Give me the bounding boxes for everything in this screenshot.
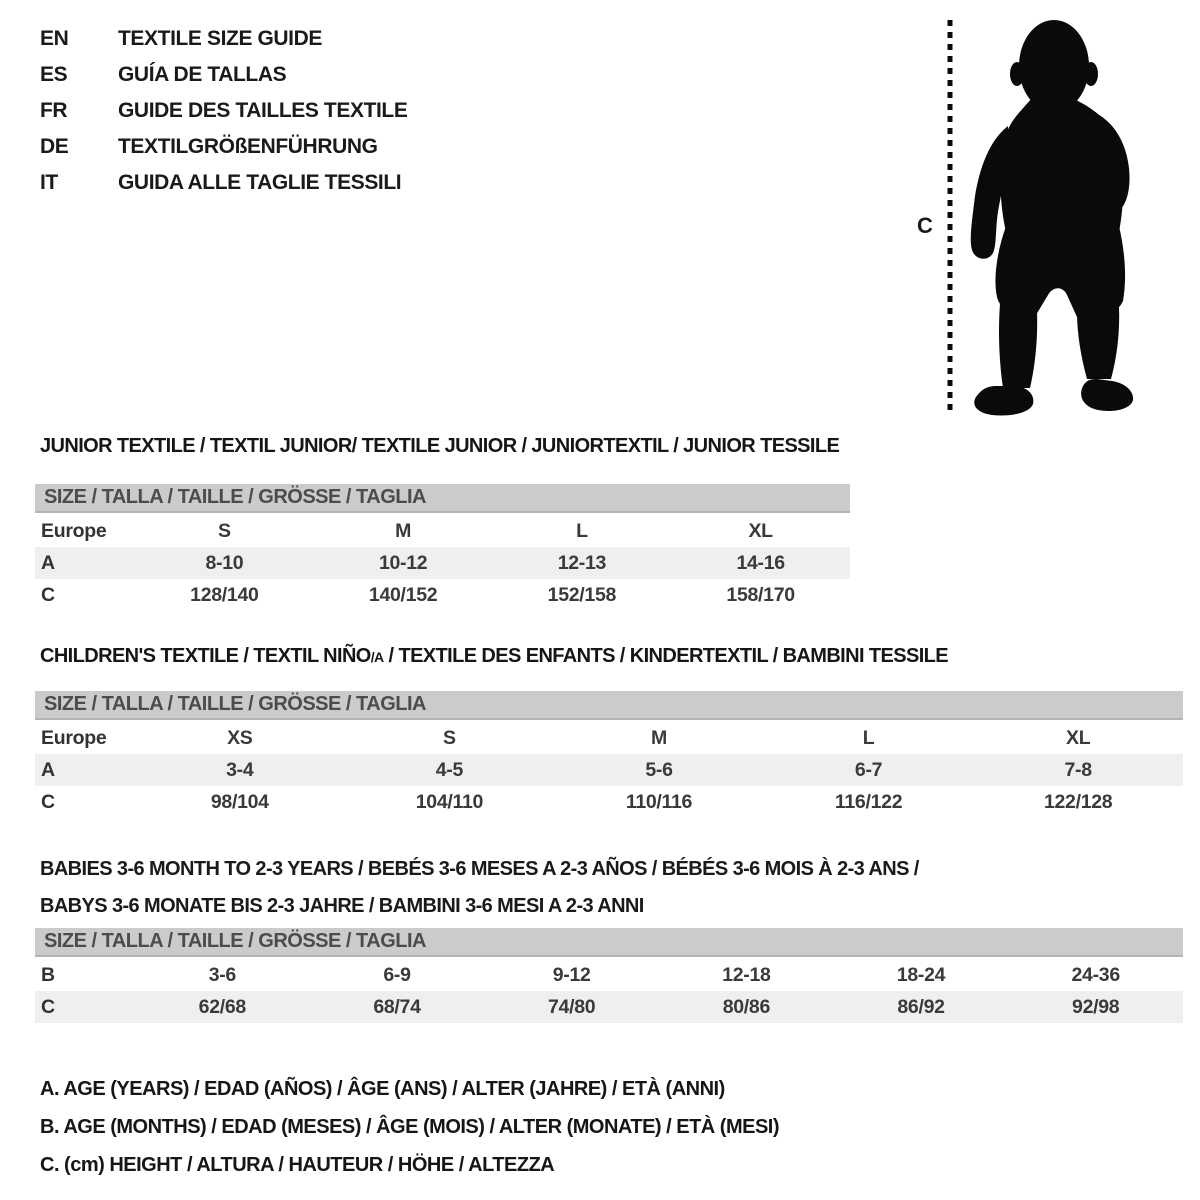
children-col-l: L bbox=[862, 726, 875, 749]
children-col-xl: XL bbox=[1066, 726, 1091, 749]
junior-section bbox=[35, 435, 850, 611]
babies-row-b-label: B bbox=[41, 963, 55, 986]
footnote-a: A. AGE (YEARS) / EDAD (AÑOS) / ÂGE (ANS) / ALTER (JAHRE) / ETÀ (ANNI) bbox=[40, 1078, 725, 1100]
junior-c-m: 140/152 bbox=[368, 583, 438, 606]
babies-b-2: 6-9 bbox=[383, 963, 411, 986]
babies-b-3: 9-12 bbox=[552, 963, 591, 986]
babies-c-3: 74/80 bbox=[548, 995, 596, 1018]
babies-c-1: 62/68 bbox=[198, 995, 246, 1018]
children-row-c bbox=[35, 786, 1183, 818]
babies-b-5: 18-24 bbox=[896, 963, 946, 986]
lang-title-es: GUÍA DE TALLAS bbox=[118, 63, 287, 86]
babies-c-2: 68/74 bbox=[373, 995, 421, 1018]
baby-shorts bbox=[995, 226, 1125, 318]
lang-row-it bbox=[40, 171, 407, 207]
children-section-title bbox=[35, 645, 1183, 668]
babies-c-6: 92/98 bbox=[1072, 995, 1120, 1018]
lang-title-de: TEXTILGRÖßENFÜHRUNG bbox=[118, 135, 378, 158]
junior-a-xl: 14-16 bbox=[736, 551, 785, 574]
lang-row-fr bbox=[40, 99, 407, 135]
baby-toddler-silhouette bbox=[936, 16, 1148, 418]
children-a-xl: 7-8 bbox=[1064, 758, 1092, 781]
baby-ear-right bbox=[1084, 62, 1098, 86]
children-title-part2: / TEXTILE DES ENFANTS / KINDERTEXTIL / BAMBINI TESSILE bbox=[383, 645, 949, 667]
babies-row-c-label: C bbox=[41, 995, 55, 1018]
children-c-s: 104/110 bbox=[415, 790, 484, 813]
children-c-xl: 122/128 bbox=[1043, 790, 1113, 813]
height-measure-label: C bbox=[917, 213, 933, 238]
lang-title-fr: GUIDE DES TAILLES TEXTILE bbox=[118, 99, 408, 122]
baby-foot-left bbox=[974, 386, 1033, 416]
baby-foot-right bbox=[1081, 379, 1133, 411]
lang-row-en bbox=[40, 27, 407, 63]
junior-a-s: 8-10 bbox=[205, 551, 244, 574]
lang-row-es bbox=[40, 63, 407, 99]
babies-c-5: 86/92 bbox=[897, 995, 945, 1018]
lang-code-de: DE bbox=[40, 135, 69, 158]
children-title-part1: CHILDREN'S TEXTILE / TEXTIL NIÑO bbox=[40, 645, 371, 667]
junior-column-header-row bbox=[35, 515, 850, 547]
babies-b-6: 24-36 bbox=[1071, 963, 1120, 986]
lang-code-it: IT bbox=[40, 171, 58, 194]
children-row-a bbox=[35, 754, 1183, 786]
children-row-a-label: A bbox=[41, 758, 55, 781]
lang-title-en: TEXTILE SIZE GUIDE bbox=[118, 27, 322, 50]
junior-col-l: L bbox=[576, 519, 588, 542]
baby-leg-left bbox=[999, 304, 1037, 388]
junior-region-label: Europe bbox=[41, 519, 107, 542]
junior-a-m: 10-12 bbox=[378, 551, 428, 574]
baby-leg-right bbox=[1077, 307, 1119, 379]
babies-size-header-bar: SIZE / TALLA / TAILLE / GRÖSSE / TAGLIA bbox=[35, 928, 1183, 957]
children-row-c-label: C bbox=[41, 790, 55, 813]
babies-section bbox=[35, 851, 1183, 1023]
babies-row-c bbox=[35, 991, 1183, 1023]
children-c-m: 110/116 bbox=[625, 790, 693, 813]
junior-col-xl: XL bbox=[748, 519, 773, 542]
children-col-m: M bbox=[651, 726, 667, 749]
children-c-l: 116/122 bbox=[834, 790, 903, 813]
babies-row-b bbox=[35, 959, 1183, 991]
lang-code-es: ES bbox=[40, 63, 68, 86]
junior-c-l: 152/158 bbox=[547, 583, 617, 606]
children-region-label: Europe bbox=[41, 726, 107, 749]
junior-row-a-label: A bbox=[41, 551, 55, 574]
junior-col-m: M bbox=[395, 519, 412, 542]
children-col-s: S bbox=[443, 726, 456, 749]
lang-row-de bbox=[40, 135, 407, 171]
footnote-b: B. AGE (MONTHS) / EDAD (MESES) / ÂGE (MOIS) / ALTER (MONATE) / ETÀ (MESI) bbox=[40, 1116, 780, 1138]
lang-title-it: GUIDA ALLE TAGLIE TESSILI bbox=[118, 171, 402, 194]
children-a-s: 4-5 bbox=[435, 758, 464, 781]
children-column-header-row bbox=[35, 722, 1183, 754]
junior-a-l: 12-13 bbox=[557, 551, 607, 574]
baby-ear-left bbox=[1010, 62, 1024, 86]
footnote-c: C. (cm) HEIGHT / ALTURA / HAUTEUR / HÖHE / ALTEZZA bbox=[40, 1154, 555, 1176]
children-size-header-bar: SIZE / TALLA / TAILLE / GRÖSSE / TAGLIA bbox=[35, 691, 1183, 720]
children-a-m: 5-6 bbox=[645, 758, 673, 781]
babies-b-4: 12-18 bbox=[722, 963, 771, 986]
children-title-subscript: /A bbox=[370, 649, 384, 665]
junior-c-xl: 158/170 bbox=[726, 583, 795, 606]
babies-section-title-line1: BABIES 3-6 MONTH TO 2-3 YEARS / BEBÉS 3-6 MESES A 2-3 AÑOS / BÉBÉS 3-6 MOIS À 2-3 ANS / bbox=[40, 858, 919, 880]
children-a-xs: 3-4 bbox=[226, 758, 254, 781]
baby-head bbox=[1019, 20, 1089, 112]
junior-col-s: S bbox=[218, 519, 231, 542]
children-col-xs: XS bbox=[227, 726, 253, 749]
junior-size-header-bar: SIZE / TALLA / TAILLE / GRÖSSE / TAGLIA bbox=[35, 484, 850, 513]
language-title-list bbox=[40, 27, 407, 207]
lang-code-fr: FR bbox=[40, 99, 68, 122]
babies-c-4: 80/86 bbox=[722, 995, 770, 1018]
children-c-xs: 98/104 bbox=[210, 790, 269, 813]
babies-b-1: 3-6 bbox=[208, 963, 236, 986]
junior-row-a bbox=[35, 547, 850, 579]
baby-silhouette-group bbox=[971, 20, 1133, 416]
junior-row-c-label: C bbox=[41, 583, 55, 606]
junior-row-c bbox=[35, 579, 850, 611]
babies-section-title-line2: BABYS 3-6 MONATE BIS 2-3 JAHRE / BAMBINI 3-6 MESI A 2-3 ANNI bbox=[40, 895, 644, 917]
children-a-l: 6-7 bbox=[854, 758, 883, 781]
junior-section-title: JUNIOR TEXTILE / TEXTIL JUNIOR/ TEXTILE JUNIOR / JUNIORTEXTIL / JUNIOR TESSILE bbox=[40, 435, 840, 457]
junior-c-s: 128/140 bbox=[190, 583, 259, 606]
legend-footnotes bbox=[40, 1070, 779, 1184]
lang-code-en: EN bbox=[40, 27, 69, 50]
children-section bbox=[35, 645, 1183, 818]
